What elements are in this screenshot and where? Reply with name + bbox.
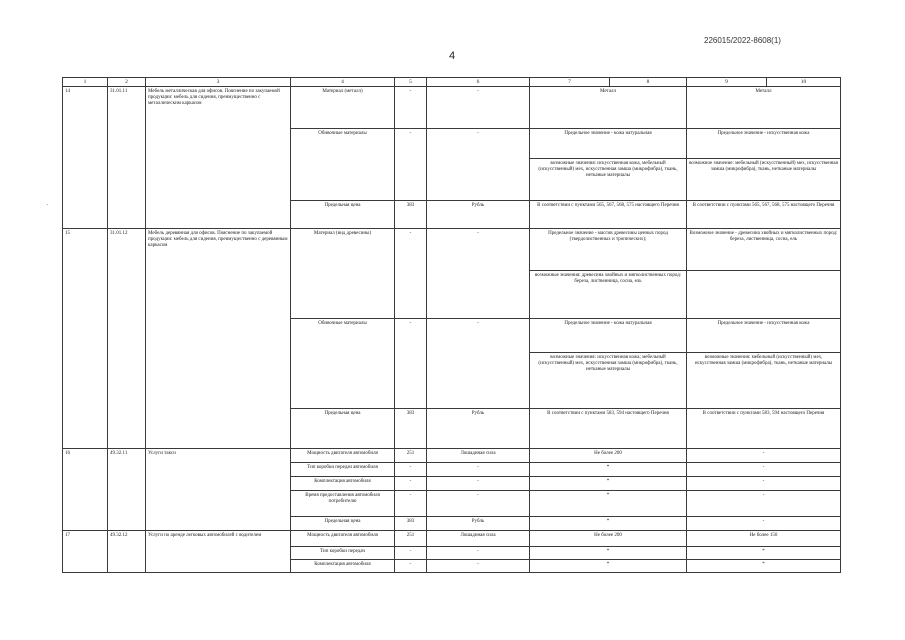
unit-code: - [395,87,427,129]
unit-code: - [395,477,427,491]
property-name: Время предоставления автомобиля потребителю [291,491,395,517]
unit-name: Рубль [427,409,530,449]
unit-name: - [427,547,530,560]
unit-code: - [395,229,427,319]
unit-name: Рубль [427,201,530,229]
property-name: Тип коробки передач автомобиля [291,463,395,477]
value-top: Металл [530,87,687,129]
value-other: * [687,560,841,573]
property-name: Комплектация автомобиля [291,477,395,491]
value-top: * [530,477,687,491]
property-name: Мощность двигателя автомобиля [291,531,395,547]
property-name: Тип коробки передач [291,547,395,560]
property-name: Предельная цена [291,409,395,449]
unit-code: - [395,319,427,409]
unit-code: - [395,463,427,477]
unit-code: 251 [395,531,427,547]
unit-code: - [395,547,427,560]
unit-name: - [427,491,530,517]
unit-code: 383 [395,409,427,449]
header-cell: 5 [395,78,427,87]
property-name: Предельная цена [291,201,395,229]
okpd-code: 49.32.12 [108,531,146,573]
margin-mark: · [46,201,49,209]
value-top: * [530,491,687,517]
row-number: 17 [63,531,108,573]
table-row [63,531,841,547]
value-top: В соответствии с пунктами 583, 594 настоящего Перечня [530,409,687,449]
value-top: Предельное значение - кожа натуральная [530,129,687,159]
value-other [687,271,841,319]
catalog-table [62,77,841,573]
table-row [63,229,841,271]
header-cell: 4 [291,78,395,87]
value-top: Не более 200 [530,449,687,463]
unit-code: - [395,491,427,517]
row-number: 16 [63,449,108,531]
property-name: Комплектация автомобиля [291,560,395,573]
property-name: Обивочные материалы [291,319,395,409]
value-other: - [687,517,841,531]
document-number: 226015/2022-8608(1) [704,36,781,45]
item-name: Услуги такси [146,449,291,531]
page-number: 4 [449,50,456,62]
property-name: Материал (металл) [291,87,395,129]
unit-code: 383 [395,201,427,229]
item-name: Мебель металлическая для офисов. Пояснение по закупаемой продукции: мебель для сидения, преимущественно с металлическим каркасом [146,87,291,229]
header-cell: 1 [63,78,108,87]
value-other: - [687,449,841,463]
unit-code: 251 [395,449,427,463]
header-cell: 9 [687,78,767,87]
value-top: Предельное значение - массив древесины ценных пород (твердолиственных и тропических); [530,229,687,271]
value-top: Не более 200 [530,531,687,547]
unit-code: 383 [395,517,427,531]
value-top: * [530,560,687,573]
header-cell: 3 [146,78,291,87]
value-top: В соответствии с пунктами 565, 567, 568, 575 настоящего Перечня [530,201,687,229]
value-other: Не более 150 [687,531,841,547]
value-other: В соответствии с пунктами 583, 594 настоящего Перечня [687,409,841,449]
value-other: возможные значения: мебельный (искусственный) мех, искусственная замша (микрофибра), ткань, нетканые материалы [687,353,841,409]
value-other: Металл [687,87,841,129]
header-row [63,78,841,87]
property-name: Мощность двигателя автомобиля [291,449,395,463]
value-other: Предельное значение - искусственная кожа [687,319,841,353]
value-other: * [687,547,841,560]
unit-name: Лошадиная сила [427,449,530,463]
item-name: Мебель деревянная для офисов. Пояснение по закупаемой продукции: мебель для сидения, преимущественно с деревянным каркасом [146,229,291,449]
value-other: - [687,463,841,477]
okpd-code: 49.32.11 [108,449,146,531]
value-other: В соответствии с пунктами 565, 567, 568, 575 настоящего Перечня [687,201,841,229]
unit-name: - [427,560,530,573]
value-other: Возможное значение - древесина хвойных и мягколиственных пород: береза, лиственница, сосна, ель [687,229,841,271]
value-other: - [687,477,841,491]
unit-name: - [427,477,530,491]
table-row [63,87,841,129]
value-top: возможные значения: искусственная кожа; мебельный (искусственный) мех, искусственная замша (микрофибра), ткань, нетканые материалы [530,353,687,409]
value-other: Предельное значение - искусственная кожа [687,129,841,159]
header-cell: 2 [108,78,146,87]
unit-name: - [427,229,530,319]
property-name: Материал (вид древесины) [291,229,395,319]
value-other: - [687,491,841,517]
value-top: * [530,463,687,477]
okpd-code: 31.01.12 [108,229,146,449]
okpd-code: 31.01.11 [108,87,146,229]
unit-code: - [395,129,427,201]
unit-name: - [427,319,530,409]
property-name: Предельная цена [291,517,395,531]
header-cell: 6 [427,78,530,87]
unit-name: - [427,463,530,477]
value-top: Предельное значение - кожа натуральная [530,319,687,353]
item-name: Услуги по аренде легковых автомобилей с водителем [146,531,291,573]
header-cell: 8 [610,78,687,87]
property-name: Обивочные материалы [291,129,395,201]
unit-name: - [427,87,530,129]
header-cell: 7 [530,78,610,87]
unit-name: Лошадиная сила [427,531,530,547]
value-top: * [530,547,687,560]
value-top: возможные значения: искусственная кожа, мебельный (искусственный) мех, искусственная замша (микрофибра), ткань, нетканые материалы [530,159,687,201]
row-number: 14 [63,87,108,229]
table-row [63,449,841,463]
unit-name: Рубль [427,517,530,531]
value-top: возможные значения: древесина хвойных и мягколиственных пород: береза, лиственница, сосна, ель [530,271,687,319]
header-cell: 10 [767,78,841,87]
unit-name: - [427,129,530,201]
unit-code: - [395,560,427,573]
value-other: возможное значение: мебельный (искусственный) мех, искусственная замша (микрофибра), ткань, нетканые материалы [687,159,841,201]
value-top: * [530,517,687,531]
row-number: 15 [63,229,108,449]
